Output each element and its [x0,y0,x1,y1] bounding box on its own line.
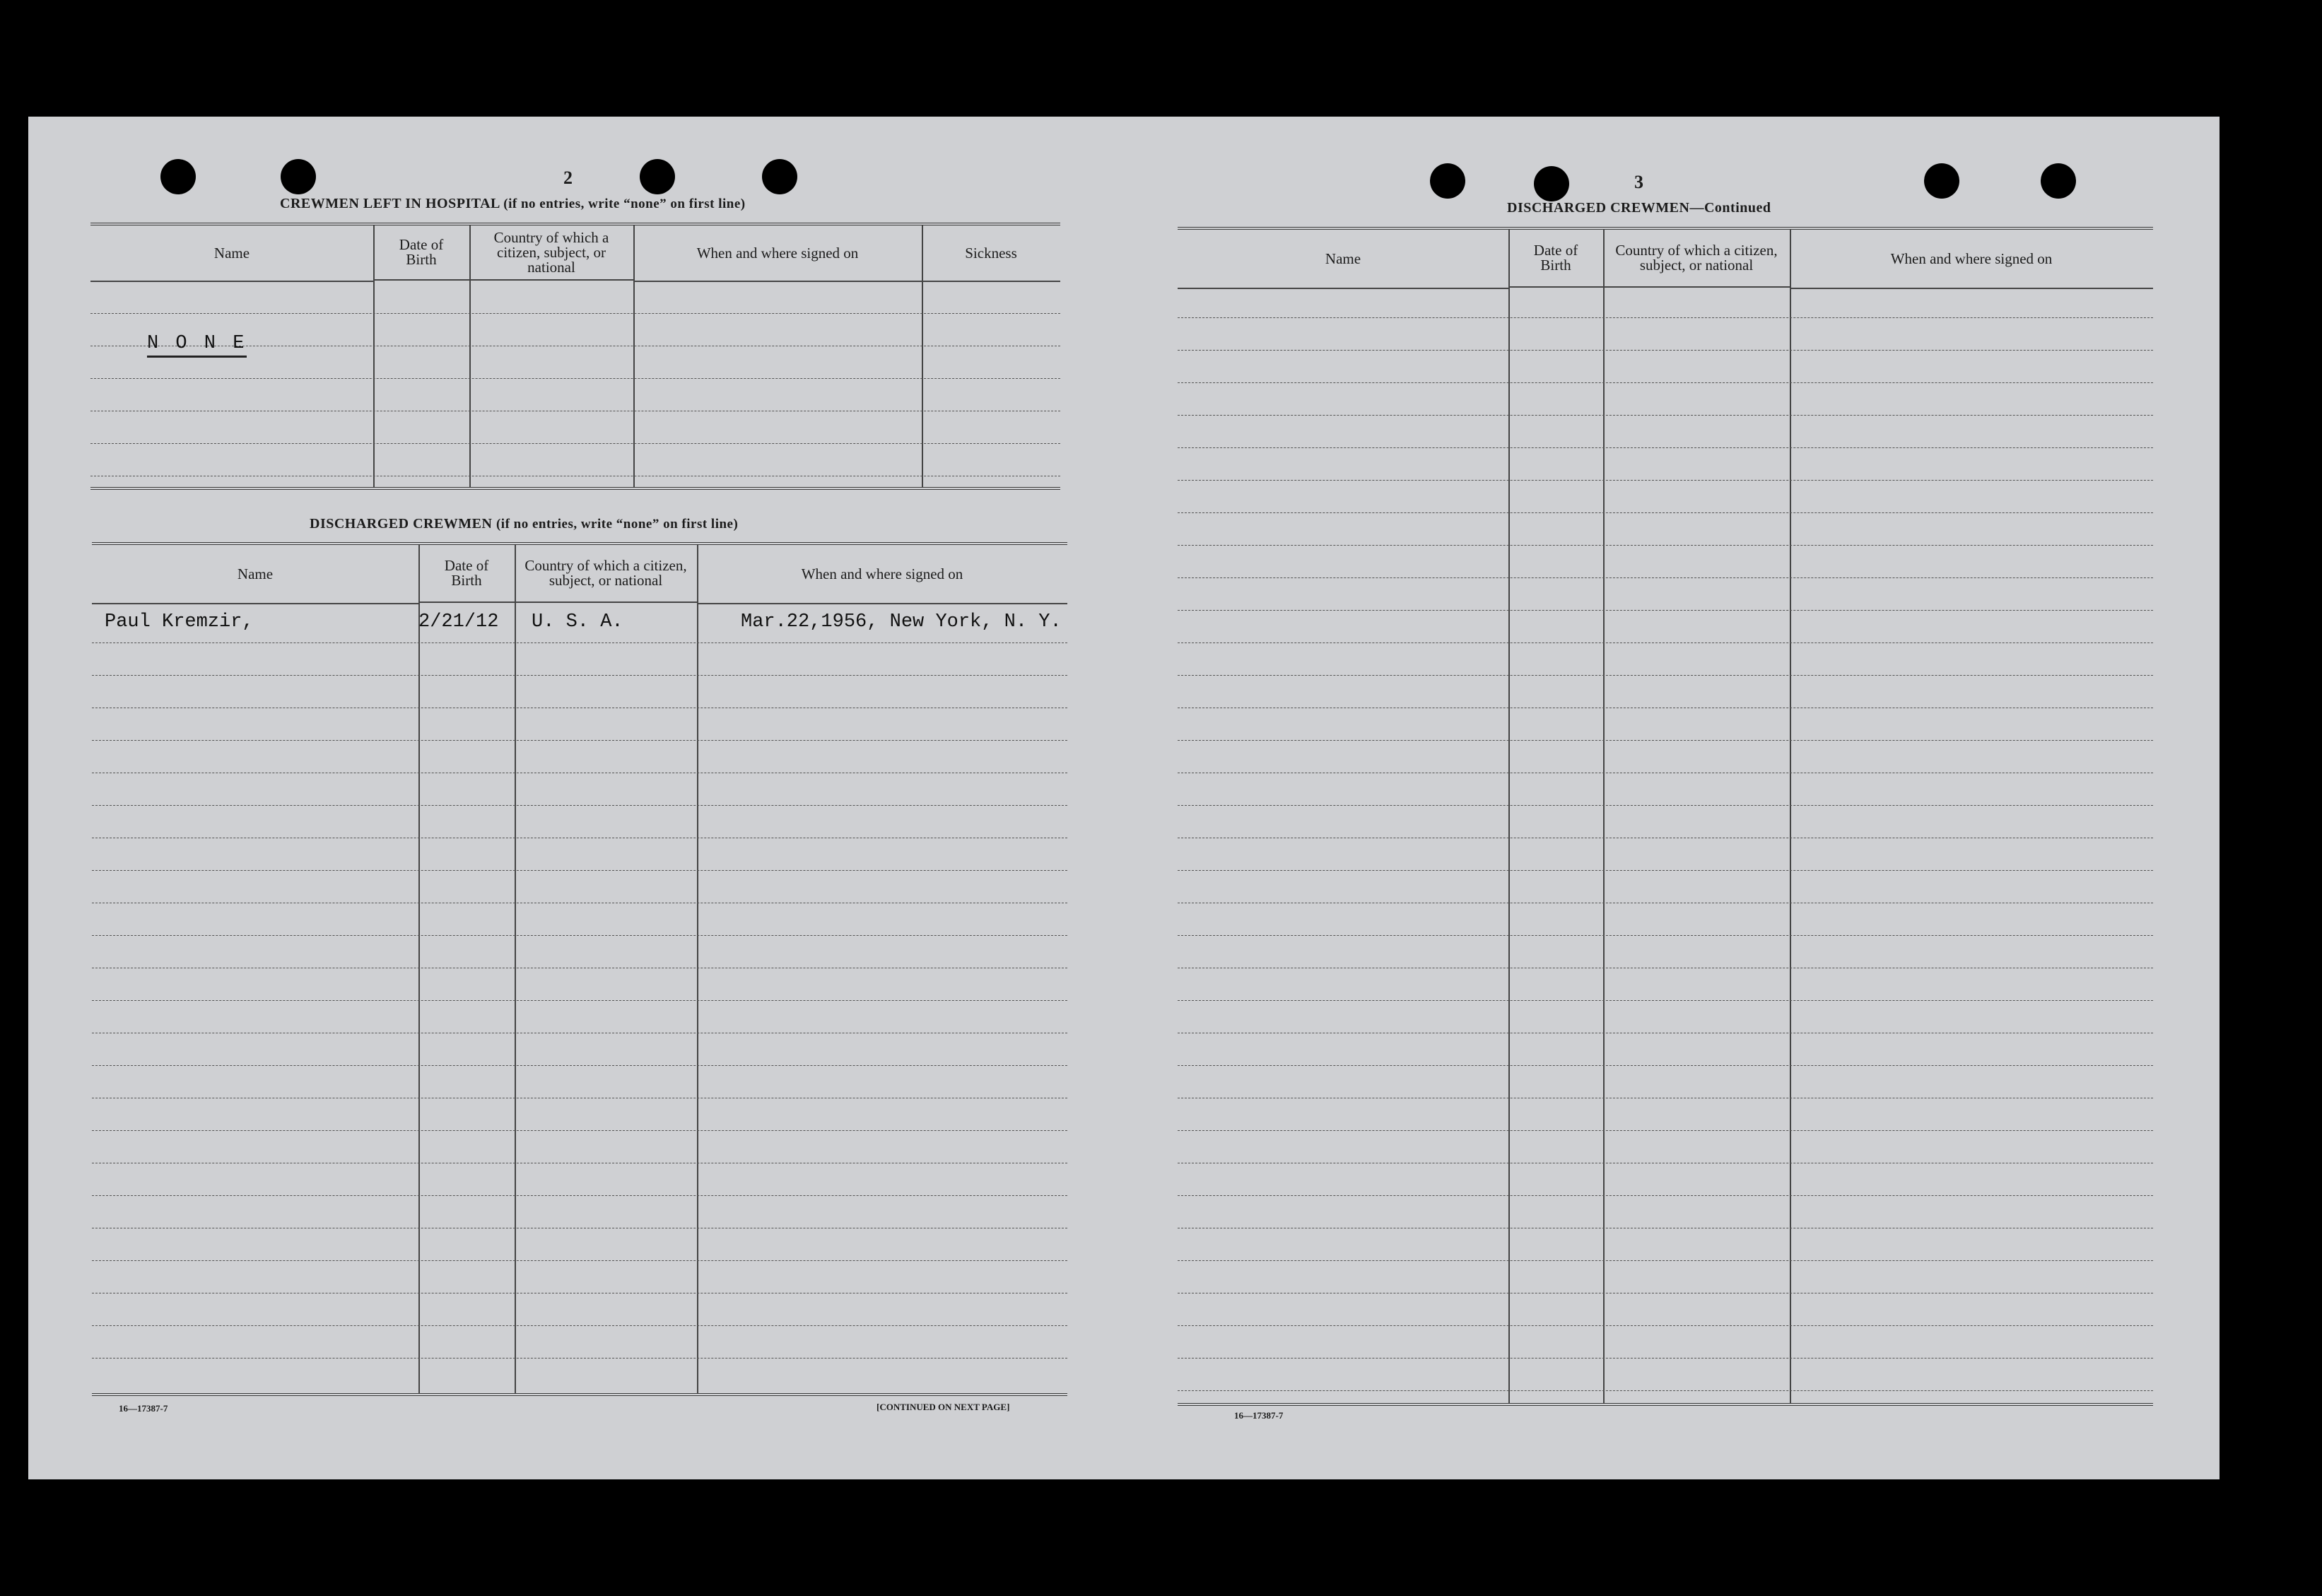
discharged-section-title: DISCHARGED CREWMEN (if no entries, write “none” on first line) [310,516,739,532]
col-header-country: Country of which a citizen, subject, or national [469,225,633,281]
col-header-dob: Date of Birth [418,545,515,603]
continued-note: [CONTINUED ON NEXT PAGE] [876,1402,1010,1412]
col-header-name: Name [92,545,418,604]
discharged-section-note: (if no entries, write “none” on first line) [496,517,739,532]
column-divider [469,225,471,487]
row-line [92,870,1067,871]
row-line [1178,1065,2153,1066]
col-header-signed-on: When and where signed on [1790,230,2153,289]
row-line [1178,1325,2153,1326]
row-line [1178,545,2153,546]
row-line [1178,1000,2153,1001]
punch-hole [2041,163,2076,199]
row-line [1178,1130,2153,1131]
punch-hole [1430,163,1465,199]
col-header-name: Name [1178,230,1508,289]
row-line [1178,610,2153,611]
row-line [92,805,1067,806]
row-line [1178,350,2153,351]
row-line [92,642,1067,643]
punch-hole [1534,166,1569,201]
row-line [1178,870,2153,871]
punch-hole [160,159,196,194]
column-divider [515,545,516,1393]
row-line [92,1000,1067,1001]
row-line [1178,642,2153,643]
col-header-name: Name [90,225,373,282]
col-header-dob: Date of Birth [1508,230,1603,288]
row-line [1178,805,2153,806]
column-divider [922,225,923,487]
crewman-name: Paul Kremzir, [105,611,254,633]
col-header-signed-on: When and where signed on [633,225,922,282]
discharged-continued-table [1178,227,2153,1406]
row-line [90,313,1060,314]
column-divider [418,545,420,1393]
col-header-dob: Date of Birth [373,225,469,281]
discharged-table [92,542,1067,1396]
row-line [1178,1260,2153,1261]
row-line [92,740,1067,741]
row-line [1178,512,2153,513]
row-line [90,378,1060,379]
row-line [1178,675,2153,676]
row-line [1178,1390,2153,1391]
column-divider [1603,230,1605,1403]
hospital-section-note: (if no entries, write “none” on first line) [503,196,746,211]
row-line [92,1260,1067,1261]
row-line [1178,382,2153,383]
form-code: 16—17387-7 [119,1403,168,1414]
punch-hole [762,159,797,194]
row-line [92,675,1067,676]
col-header-country: Country of which a citizen, subject, or national [515,545,697,603]
document-sheet [28,117,2220,1479]
row-line [92,1358,1067,1359]
row-line [1178,577,2153,578]
col-header-signed-on: When and where signed on [697,545,1067,604]
row-line [92,1195,1067,1196]
page-number: 2 [563,168,573,188]
hospital-table [90,223,1060,490]
row-line [1178,415,2153,416]
crewman-signed-on: Mar.22,1956, New York, N. Y. [741,611,1062,633]
crewman-country: U. S. A. [532,611,623,633]
row-line [1178,480,2153,481]
page-number: 3 [1634,172,1643,192]
row-line [1178,1195,2153,1196]
column-divider [1508,230,1510,1403]
row-line [92,1325,1067,1326]
form-code: 16—17387-7 [1234,1410,1284,1421]
row-line [1178,317,2153,318]
row-line [1178,447,2153,448]
row-line [92,935,1067,936]
punch-hole [1924,163,1959,199]
col-header-country: Country of which a citizen, subject, or national [1603,230,1790,288]
punch-hole [640,159,675,194]
continued-section-title: DISCHARGED CREWMEN—Continued [1507,200,1771,216]
column-divider [697,545,698,1393]
left-page [28,117,1131,1479]
column-divider [633,225,635,487]
row-line [92,1065,1067,1066]
row-line [1178,935,2153,936]
hospital-section-title: CREWMEN LEFT IN HOSPITAL (if no entries, write “none” on first line) [280,196,746,211]
row-line [90,443,1060,444]
row-line [92,1130,1067,1131]
row-line [1178,1358,2153,1359]
crewman-dob: 2/21/12 [418,611,499,633]
right-page [1138,117,2220,1479]
hospital-entry-none: N O N E [147,333,247,358]
column-divider [373,225,375,487]
column-divider [1790,230,1791,1403]
punch-hole [281,159,316,194]
col-header-sickness: Sickness [922,225,1060,282]
row-line [1178,740,2153,741]
